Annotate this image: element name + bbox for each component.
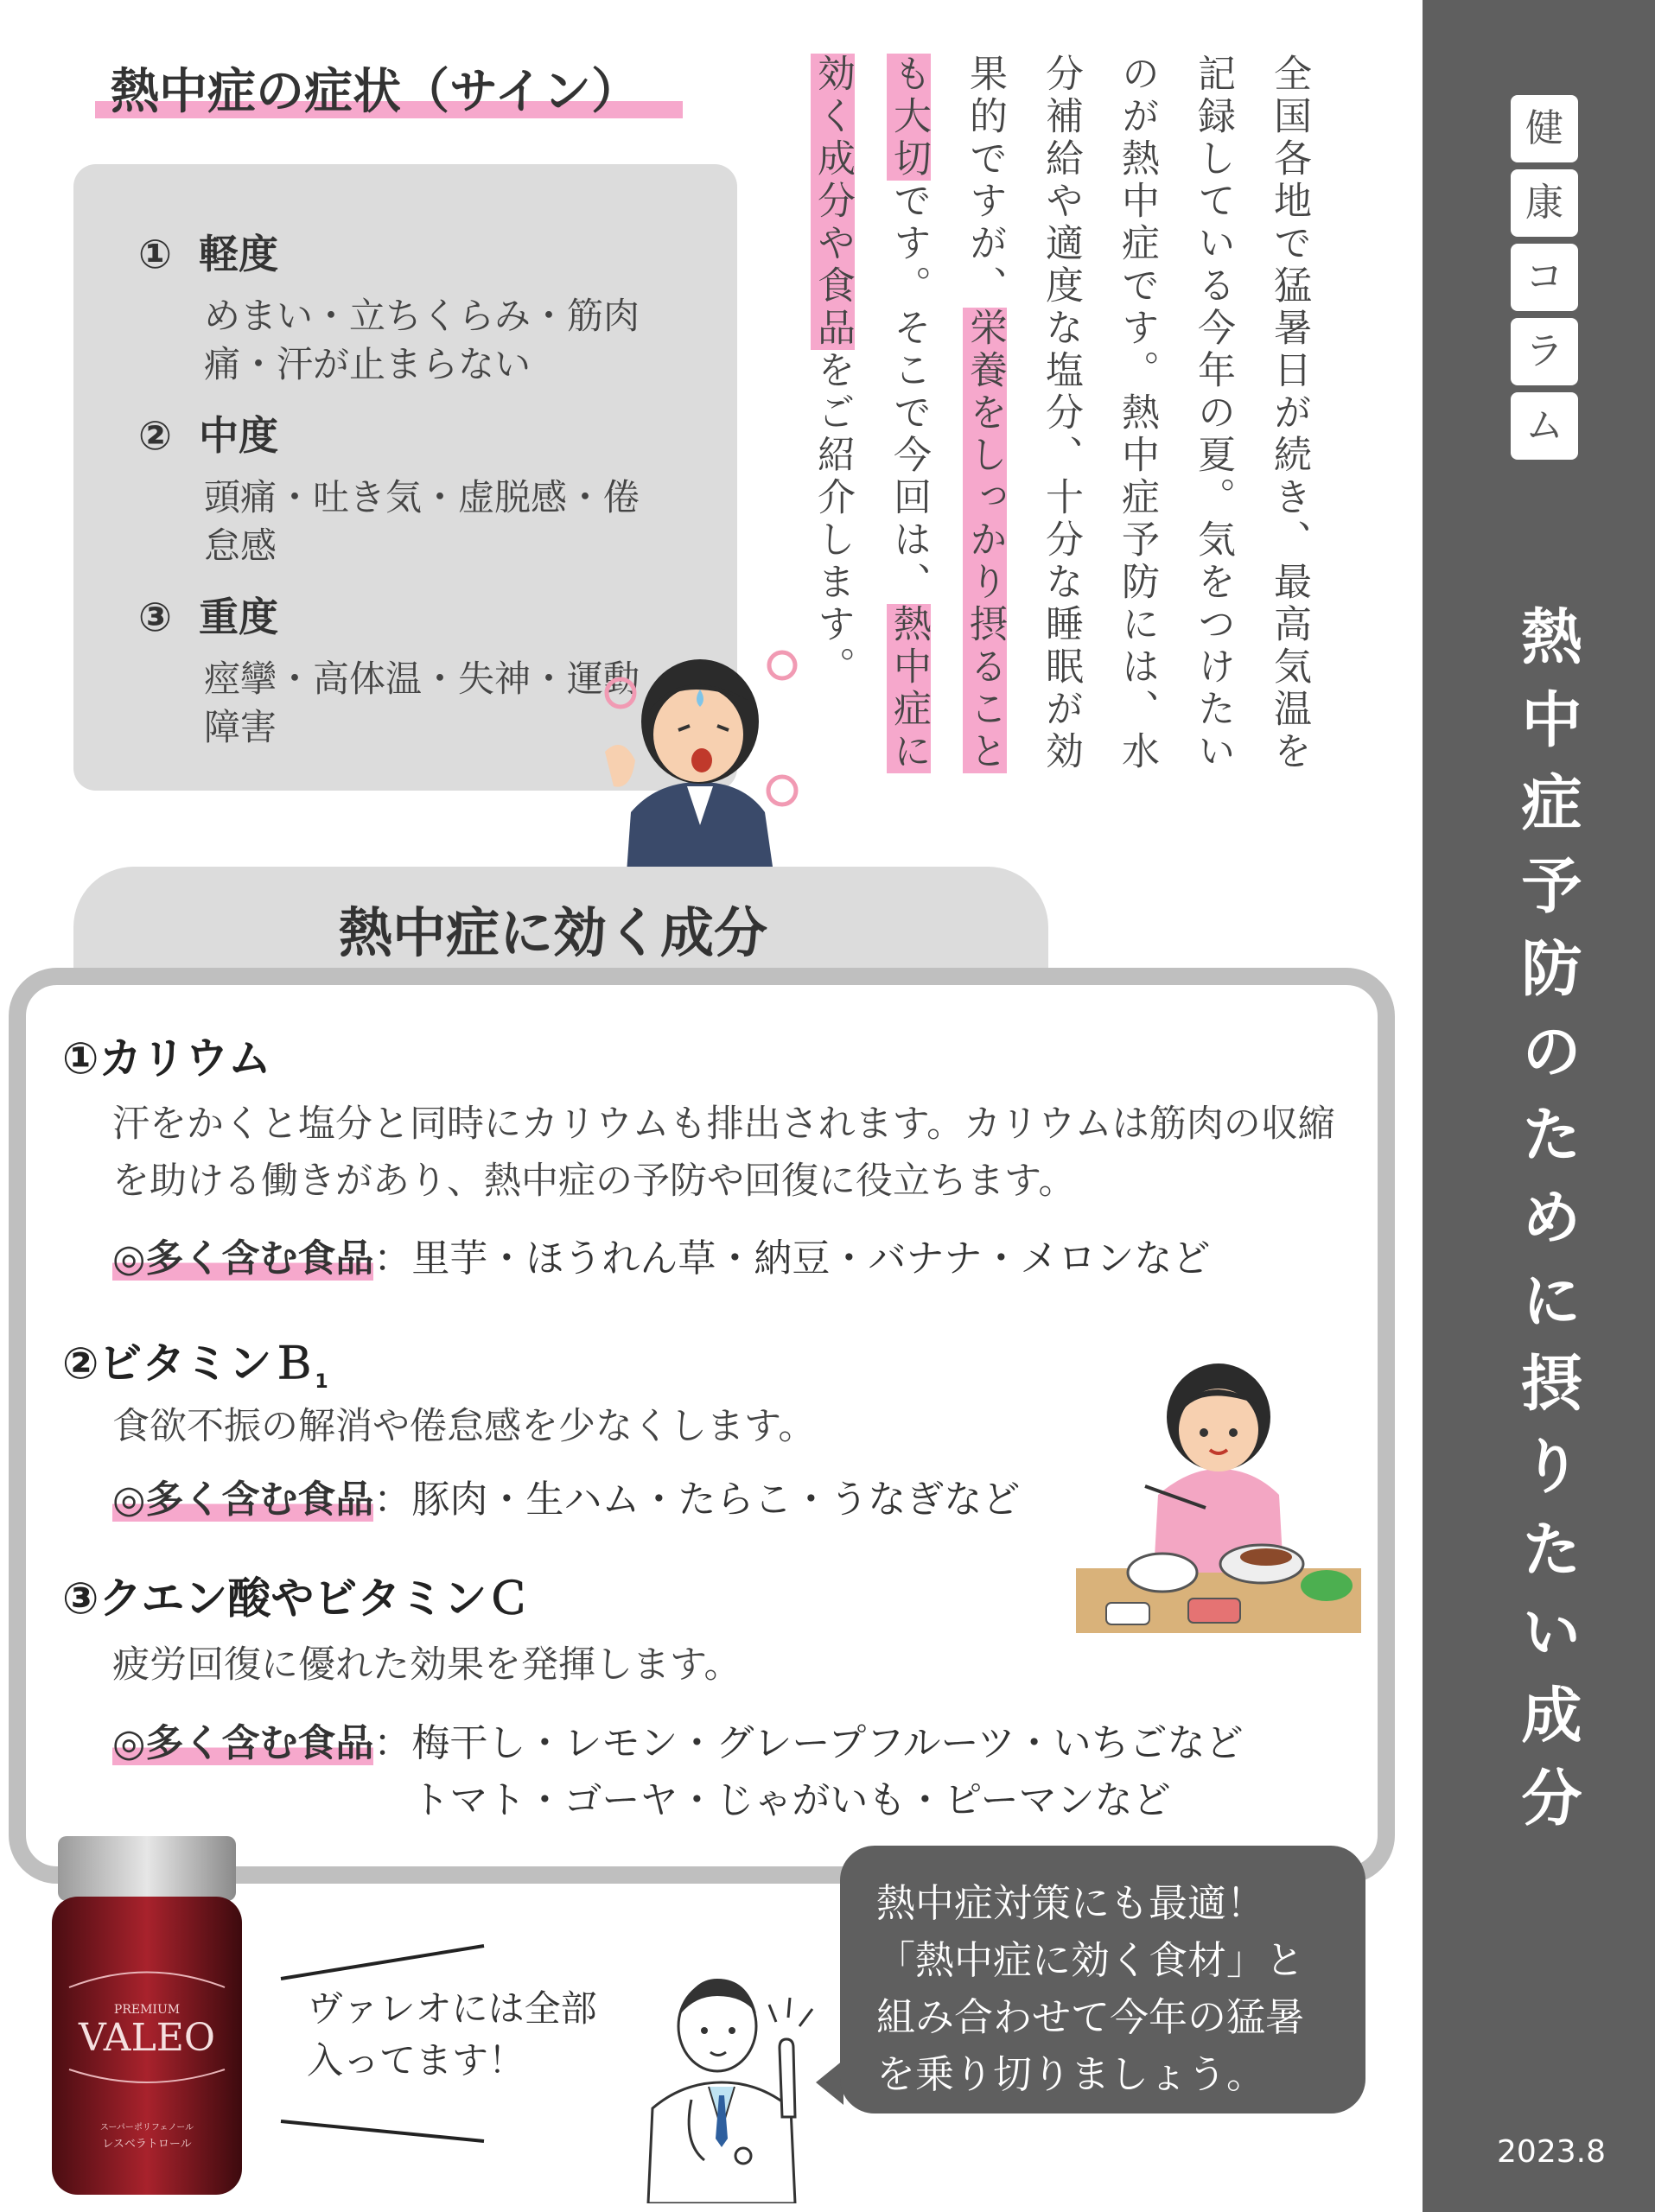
foods-list: 里芋・ほうれん草・納豆・バナナ・メロンなど — [411, 1236, 1211, 1281]
hot-woman-illustration — [596, 639, 804, 873]
symptom-item — [138, 404, 671, 570]
symptom-level: 重度 — [199, 594, 278, 640]
intro-text-part: 全国各地で猛暑日が続き、最高気温を記録している今年の夏。気をつけたいのが熱中症です。熱中症予防には、水分補給や適度な塩分、十分な睡眠が効果的ですが、 — [963, 54, 1311, 773]
foods-list: 梅干し・レモン・グレープフルーツ・いちごなど — [411, 1721, 1244, 1765]
doctor-illustration — [622, 1944, 821, 2203]
symptom-text: 頭痛・吐き気・虚脱感・倦怠感 — [204, 476, 640, 567]
ingredient-title-text: ②ビタミンＢ — [62, 1338, 315, 1389]
ingredient-title — [62, 1329, 328, 1393]
foods-label: ◎多く含む食品 — [112, 1236, 374, 1281]
column-label-char: ラ — [1511, 318, 1578, 385]
intro-text-part: をご紹介します。 — [811, 350, 855, 689]
symptom-number: ① — [138, 231, 172, 277]
callout-text — [307, 1983, 652, 2087]
intro-highlight: 熱中症に効く成分や食品 — [811, 54, 931, 773]
ingredient-foods — [112, 1715, 1244, 1829]
issue-date: 2023.8 — [1497, 2134, 1606, 2170]
symptom-number: ③ — [138, 594, 172, 640]
ingredient-title: ③クエン酸やビタミンＣ — [62, 1573, 531, 1624]
speech-line: 熱中症対策にも最適！ — [876, 1880, 1266, 1926]
ingredient-description: 疲労回復に優れた効果を発揮します。 — [112, 1643, 742, 1687]
girl-eating-illustration — [1076, 1357, 1361, 1633]
bottle-brand: VALEO — [79, 2016, 215, 2060]
symptom-level: 軽度 — [199, 231, 278, 277]
intro-text-part: です。そこで今回は、 — [887, 181, 931, 604]
column-label-char: コ — [1511, 244, 1578, 311]
callout-line: ヴァレオには全部 — [307, 1987, 597, 2030]
page-title: 熱中症予防のために摂りたい成分 — [1512, 605, 1582, 1849]
ingredients-title: 熱中症に効く成分 — [338, 901, 767, 964]
foods-label: ◎多く含む食品 — [112, 1478, 374, 1522]
foods-colon: ： — [373, 1236, 412, 1281]
column-label-char: 康 — [1511, 169, 1578, 237]
symptom-item — [138, 586, 671, 752]
ingredient-description: 汗をかくと塩分と同時にカリウムも排出されます。カリウムは筋肉の収縮を助ける働きがあり、熱中症の予防や回復に役立ちます。 — [112, 1103, 1335, 1203]
foods-colon: ： — [373, 1721, 412, 1765]
foods-list: 豚肉・生ハム・たらこ・うなぎなど — [411, 1478, 1021, 1522]
column-label-char: 健 — [1511, 95, 1578, 162]
valeo-bottle-illustration — [48, 1836, 246, 2199]
column-label — [1511, 95, 1578, 460]
symptom-text: 痙攣・高体温・失神・運動障害 — [204, 658, 640, 748]
speech-line: 組み合わせて今年の猛暑 — [876, 1994, 1305, 2040]
callout-line: 入ってます！ — [307, 2039, 525, 2082]
speech-line: 「熱中症に効く食材」と — [876, 1937, 1305, 1983]
intro-text — [811, 54, 1327, 814]
symptom-level: 中度 — [199, 412, 278, 459]
ingredient-subscript: 1 — [315, 1371, 328, 1393]
foods-list: トマト・ゴーヤ・じゃがいも・ピーマンなど — [411, 1778, 1171, 1822]
ingredient-description: 食欲不振の解消や倦怠感を少なくします。 — [112, 1405, 816, 1448]
symptom-number: ② — [138, 412, 172, 459]
ingredient-title: ①カリウム — [62, 1033, 271, 1084]
intro-highlight: 栄養をしっかり摂ることも大切 — [887, 54, 1007, 773]
symptoms-title: 熱中症の症状（サイン） — [111, 64, 640, 120]
foods-colon: ： — [373, 1478, 412, 1522]
symptom-text: めまい・立ちくらみ・筋肉痛・汗が止まらない — [204, 295, 640, 385]
bottle-brand-small: PREMIUM — [113, 2003, 181, 2017]
foods-label: ◎多く含む食品 — [112, 1721, 374, 1765]
ingredient-foods — [112, 1471, 1020, 1529]
column-label-char: ム — [1511, 392, 1578, 460]
symptom-item — [138, 223, 671, 389]
ingredient-foods — [112, 1230, 1210, 1287]
speech-line: を乗り切りましょう。 — [876, 2051, 1266, 2097]
bottle-label-line: レスベラトロール — [102, 2138, 192, 2151]
bottle-label-line: スーパーポリフェノール — [99, 2123, 194, 2133]
speech-bubble — [840, 1846, 1365, 2113]
